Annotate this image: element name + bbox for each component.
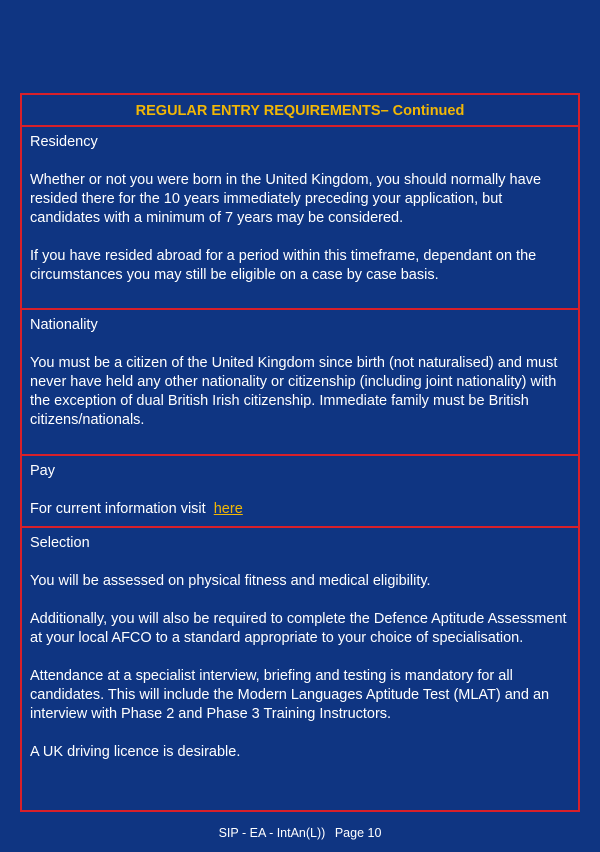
residency-label: Residency bbox=[30, 134, 98, 150]
selection-paragraph-2: Additionally, you will also be required to complete the Defence Aptitude Assessment at your local AFCO to a standard appropriate to your choice of specialisation. bbox=[30, 611, 567, 646]
pay-here-link[interactable]: here bbox=[213, 501, 243, 517]
pay-label: Pay bbox=[30, 463, 55, 479]
selection-paragraph-1: You will be assessed on physical fitness and medical eligibility. bbox=[30, 573, 431, 589]
section-title: REGULAR ENTRY REQUIREMENTS– Continued bbox=[135, 103, 465, 119]
footer-page-number: Page 10 bbox=[334, 826, 382, 840]
footer-doc-code: SIP - EA - IntAn(L)) bbox=[218, 826, 326, 840]
pay-paragraph bbox=[30, 500, 570, 519]
nationality-paragraph-1: You must be a citizen of the United Kingdom since birth (not naturalised) and must never have held any other nationality or citizenship (including joint nationality) with the exception of dual British Irish citizenship. Immediate family must be British citizens/nationals. bbox=[30, 355, 558, 428]
pay-text: For current information visit bbox=[30, 501, 206, 517]
residency-paragraph-1: Whether or not you were born in the United Kingdom, you should normally have resided there for the 10 years immediately preceding your application, but candidates with a minimum of 7 years may be considered. bbox=[30, 172, 542, 226]
selection-paragraph-4: A UK driving licence is desirable. bbox=[30, 744, 241, 760]
selection-paragraph-3: Attendance at a specialist interview, briefing and testing is mandatory for all candidates. This will include the Modern Languages Aptitude Test (MLAT) and an interview with Phase 2 and Phase 3 Training Instructors. bbox=[30, 668, 550, 722]
selection-label: Selection bbox=[30, 535, 90, 551]
pay-section bbox=[22, 456, 578, 528]
selection-section bbox=[22, 528, 578, 810]
requirements-table bbox=[20, 93, 580, 812]
residency-paragraph-2: If you have resided abroad for a period within this timeframe, dependant on the circumstances you may still be eligible on a case by case basis. bbox=[30, 248, 537, 283]
table-header bbox=[22, 95, 578, 127]
page-footer bbox=[0, 826, 600, 840]
residency-section bbox=[22, 127, 578, 310]
nationality-section bbox=[22, 310, 578, 456]
nationality-label: Nationality bbox=[30, 317, 98, 333]
